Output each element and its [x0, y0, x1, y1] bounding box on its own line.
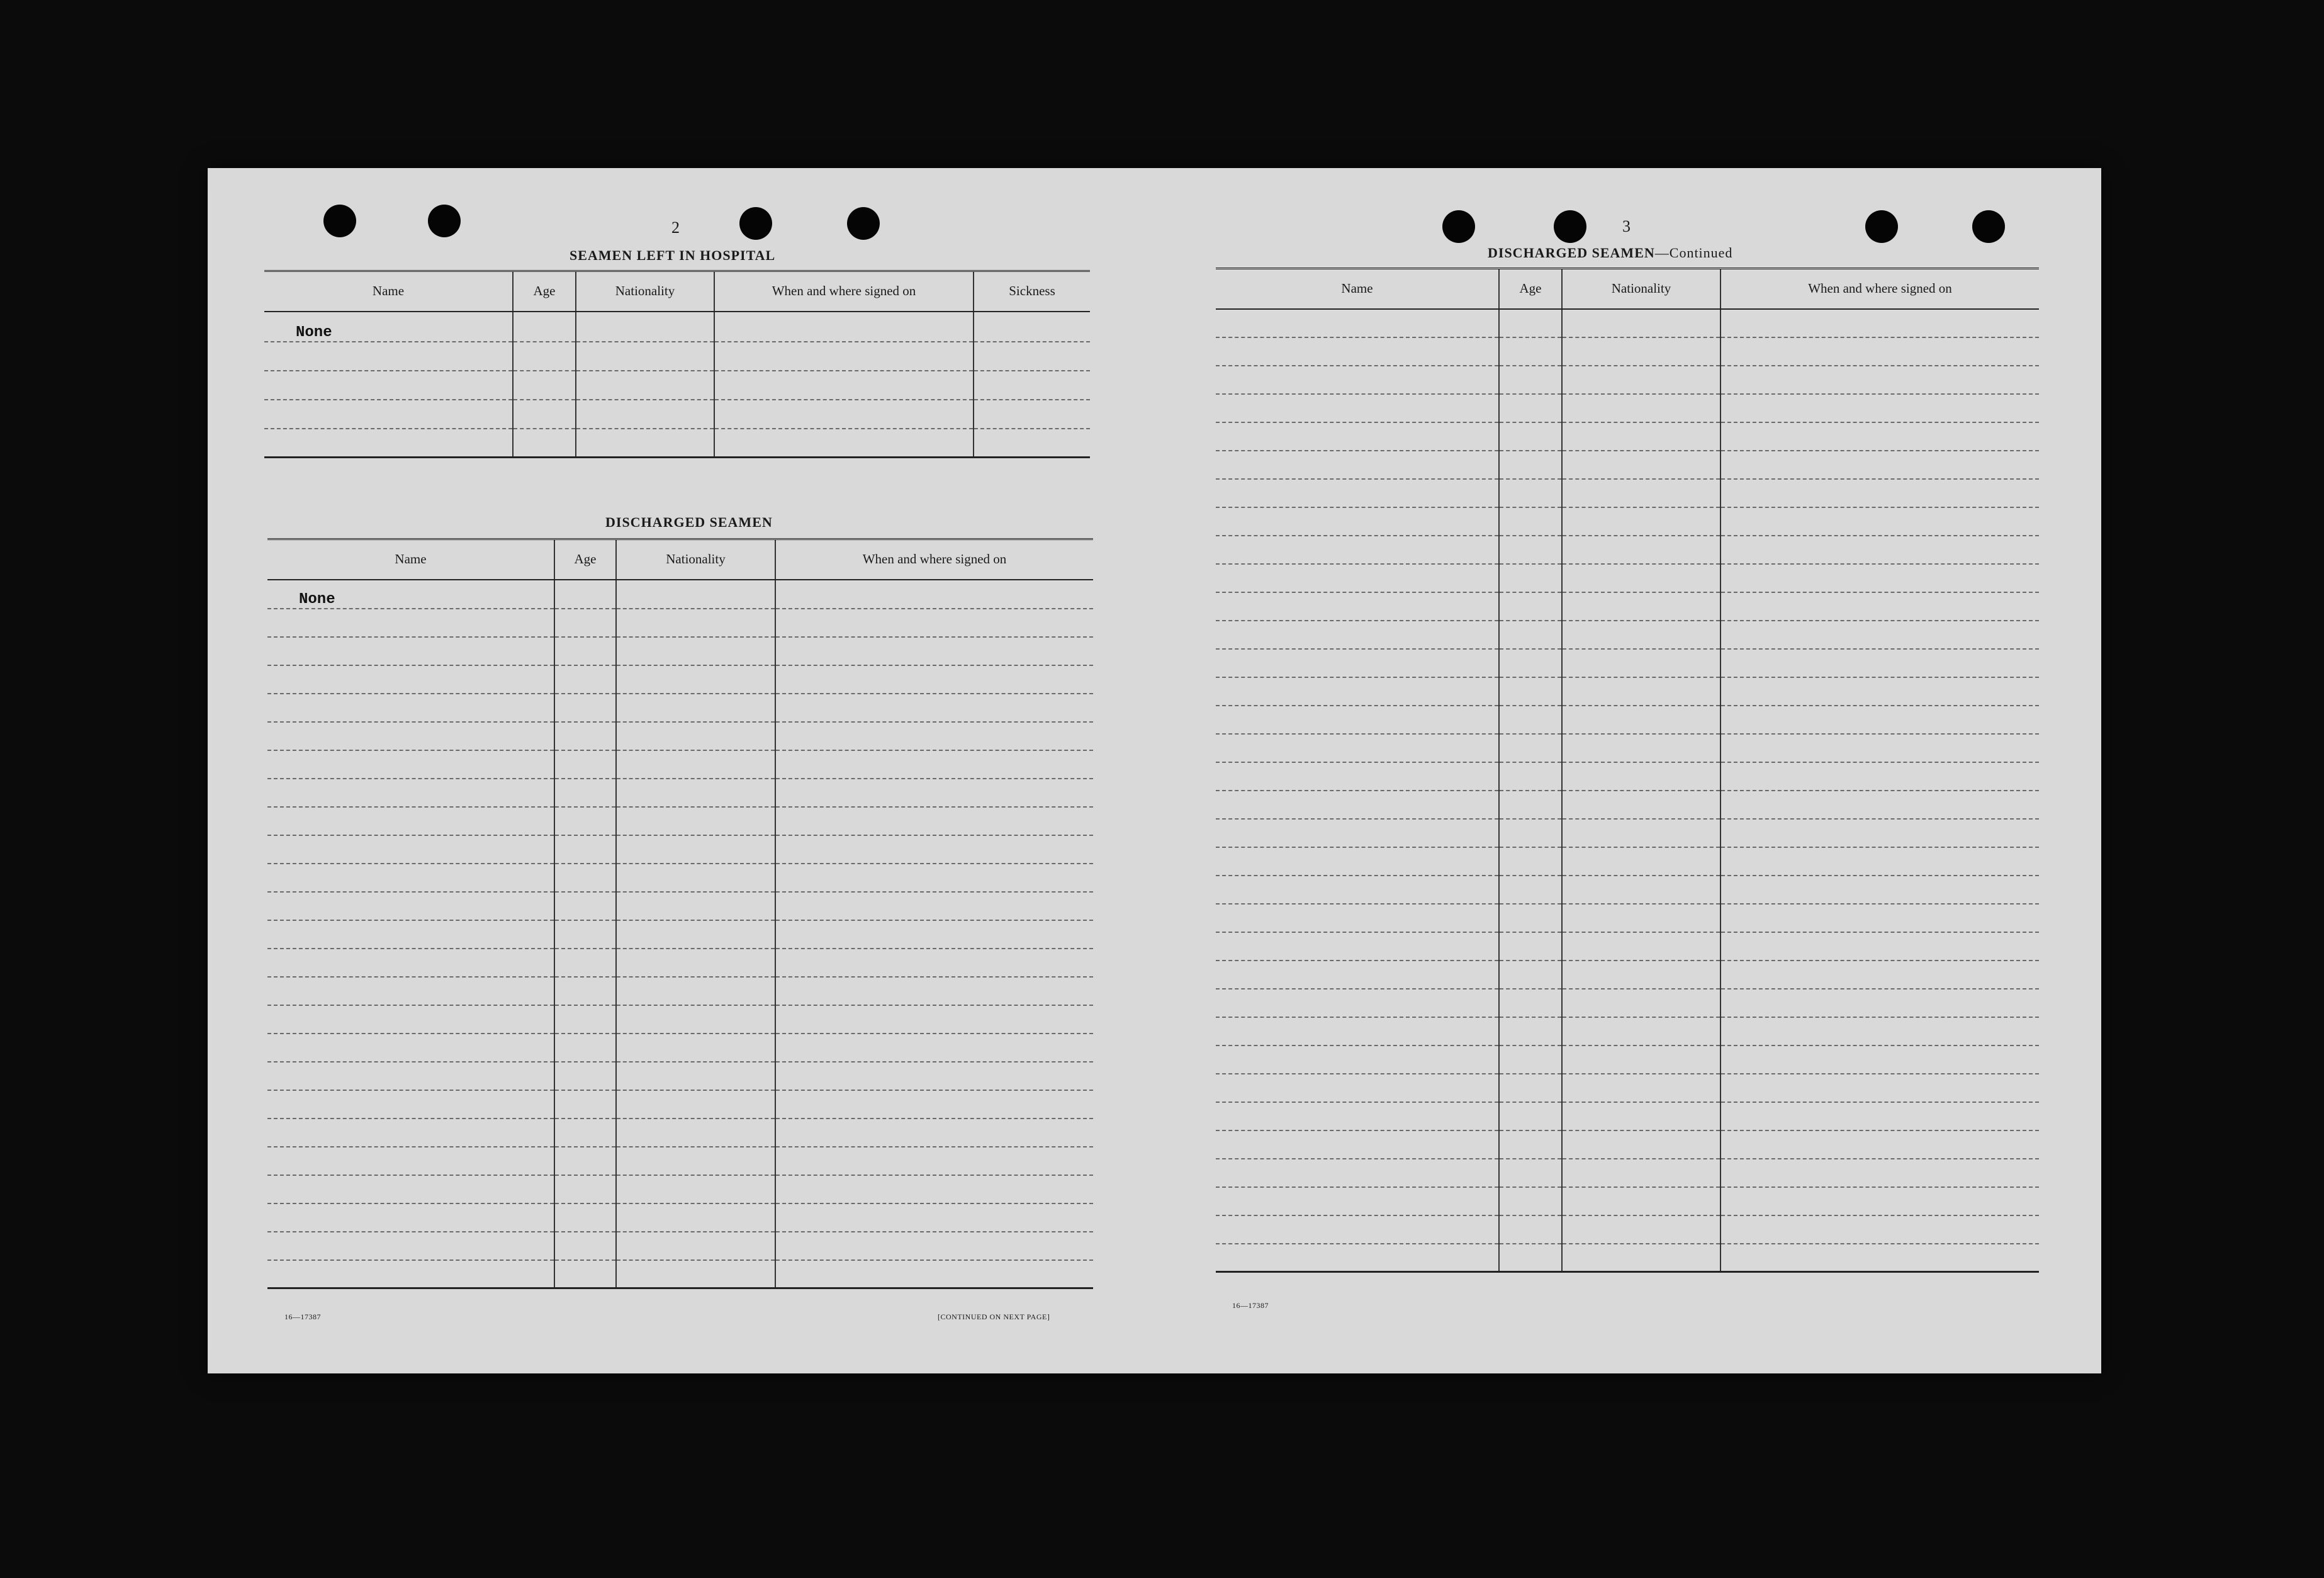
discharged-continued-title [1488, 245, 1732, 261]
punch-hole-icon [1972, 210, 2005, 243]
punch-hole-icon [323, 205, 356, 237]
punch-hole-icon [428, 205, 461, 237]
discharged-table [267, 538, 1093, 1289]
punch-hole-icon [1865, 210, 1898, 243]
discharged-continued-table [1216, 268, 2039, 1273]
page-number-left: 2 [671, 218, 680, 237]
column-header-name: Name [267, 539, 554, 580]
punch-hole-icon [1442, 210, 1475, 243]
document-sheet [208, 168, 2101, 1373]
title-suffix: —Continued [1654, 245, 1733, 261]
continued-note: [CONTINUED ON NEXT PAGE] [938, 1312, 1050, 1321]
column-header-sickness: Sickness [974, 271, 1090, 312]
name-cell: None [264, 312, 513, 342]
punch-hole-icon [847, 207, 880, 240]
column-header-name: Name [264, 271, 513, 312]
hospital-title: SEAMEN LEFT IN HOSPITAL [570, 247, 776, 263]
punch-hole-icon [739, 207, 772, 240]
column-header-nationality: Nationality [616, 539, 775, 580]
column-header-age: Age [513, 271, 576, 312]
column-header-name: Name [1216, 269, 1499, 309]
column-header-nationality: Nationality [1562, 269, 1721, 309]
hospital-table [264, 270, 1090, 458]
name-cell: None [267, 580, 554, 609]
punch-hole-icon [1554, 210, 1586, 243]
column-header-signed-on: When and where signed on [714, 271, 974, 312]
column-header-signed-on: When and where signed on [1721, 269, 2039, 309]
column-header-nationality: Nationality [576, 271, 714, 312]
column-header-signed-on: When and where signed on [775, 539, 1093, 580]
discharged-title: DISCHARGED SEAMEN [605, 514, 773, 530]
column-header-age: Age [554, 539, 616, 580]
form-number-right: 16—17387 [1232, 1301, 1269, 1310]
title-main: DISCHARGED SEAMEN [1488, 245, 1655, 261]
page-number-right: 3 [1622, 217, 1631, 235]
form-number-left: 16—17387 [284, 1312, 321, 1321]
column-header-age: Age [1499, 269, 1562, 309]
